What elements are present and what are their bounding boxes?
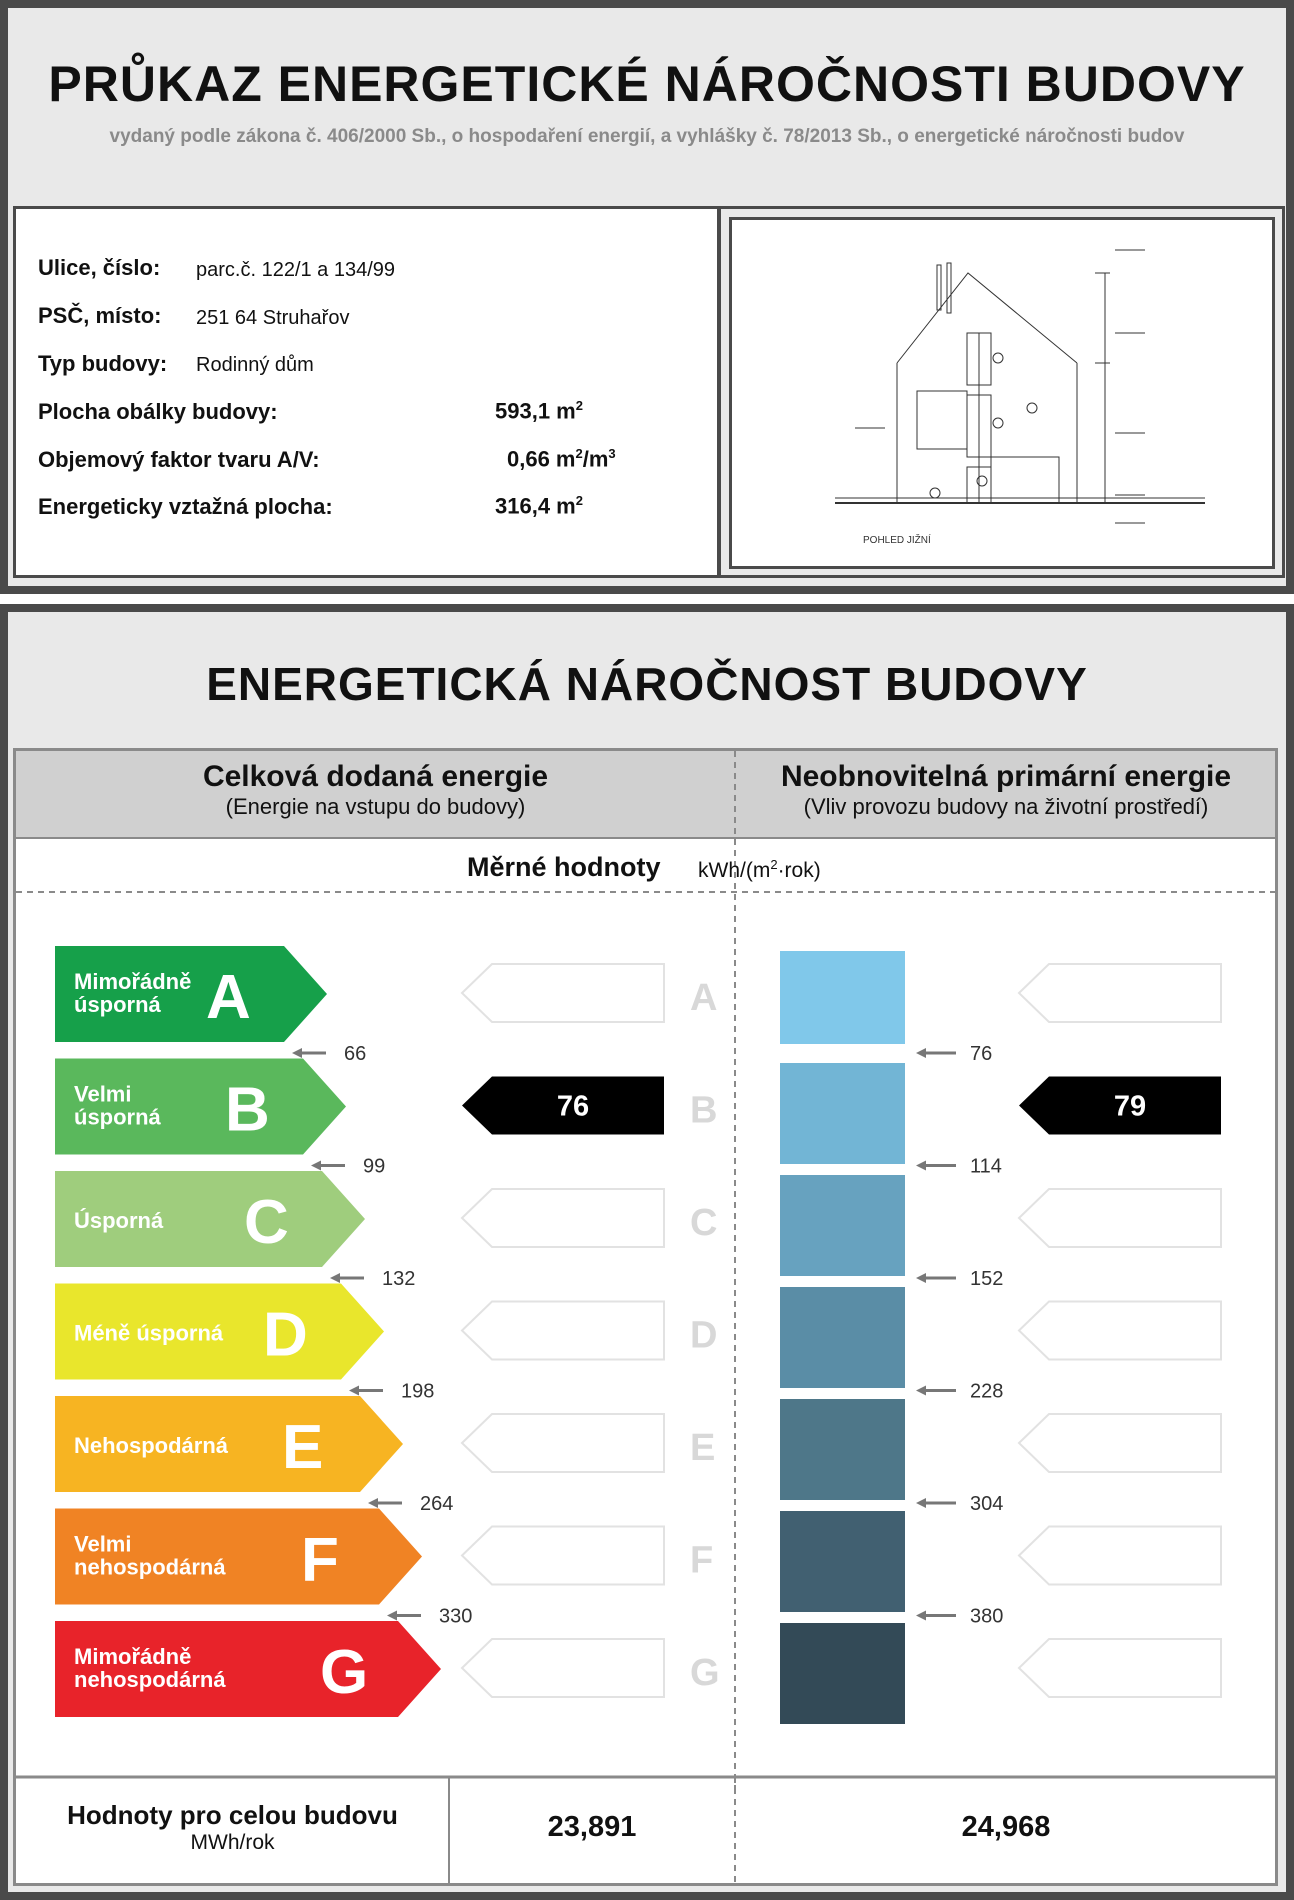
- ghost-letter-d: D: [690, 1314, 718, 1357]
- limit-value-e: 264: [420, 1493, 454, 1515]
- limit-value-f: 330: [439, 1605, 473, 1628]
- class-letter-d: D: [263, 1300, 308, 1370]
- primary-limit-arrowhead-c: [916, 1273, 926, 1283]
- ghost-letter-g: G: [690, 1652, 720, 1694]
- class-letter-f: F: [301, 1525, 339, 1595]
- limit-arrowhead-d: [349, 1386, 359, 1396]
- primary-limit-arrowhead-b: [916, 1161, 926, 1171]
- total-delivered-energy: 23,891: [547, 1811, 637, 1843]
- class-label-g: Mimořádně: [74, 1644, 192, 1669]
- ghost-letter-b: B: [690, 1089, 718, 1132]
- delivered-slot-f: [462, 1527, 664, 1585]
- primary-limit-arrowhead-e: [916, 1498, 926, 1508]
- class-label-e: Nehospodárná: [74, 1433, 229, 1458]
- primary-limit-arrowhead-d: [916, 1386, 926, 1396]
- shape-factor-label: Objemový faktor tvaru A/V:: [38, 447, 320, 472]
- class-letter-b: B: [225, 1075, 270, 1145]
- certificate-title: PRŮKAZ ENERGETICKÉ NÁROČNOSTI BUDOVY: [48, 56, 1246, 112]
- primary-slot-a: [1019, 964, 1221, 1022]
- shape-factor-value: 0,66 $m^2/m^3$: [507, 446, 616, 472]
- primary-scale-bar-c: [780, 1175, 905, 1276]
- limit-value-a: 66: [344, 1043, 367, 1065]
- delivered-slot-d: [462, 1302, 664, 1360]
- energy-performance-title: ENERGETICKÁ NÁROČNOST BUDOVY: [206, 658, 1088, 710]
- delivered-slot-e: [462, 1414, 664, 1472]
- class-letter-e: E: [282, 1413, 324, 1482]
- totals-title: Hodnoty pro celou budovu: [67, 1800, 398, 1830]
- envelope-area-value: 593,1 $m^2$: [495, 398, 583, 424]
- specific-values-label: Měrné hodnoty: [467, 852, 661, 882]
- limit-value-c: 132: [382, 1268, 416, 1290]
- primary-limit-value-f: 380: [970, 1605, 1004, 1628]
- class-sublabel-a: úsporná: [74, 992, 161, 1017]
- ghost-letter-c: C: [690, 1202, 718, 1244]
- limit-arrowhead-f: [387, 1611, 397, 1621]
- class-label-b: Velmi: [74, 1081, 132, 1107]
- primary-limit-value-a: 76: [970, 1043, 993, 1065]
- building-type-value: Rodinný dům: [196, 354, 314, 376]
- primary-limit-value-b: 114: [970, 1155, 1002, 1178]
- psc-label: PSČ, místo:: [38, 303, 162, 328]
- delivered-energy-subtitle: (Energie na vstupu do budovy): [225, 794, 526, 819]
- limit-arrowhead-b: [311, 1161, 321, 1171]
- primary-scale-bar-f: [780, 1511, 905, 1612]
- primary-scale-bar-d: [780, 1287, 905, 1388]
- psc-value: 251 64 Struhařov: [196, 307, 350, 329]
- primary-limit-arrowhead-a: [916, 1048, 926, 1058]
- specific-values-unit: kWh/$(m^2\cdot rok)$: [698, 857, 821, 882]
- street-label: Ulice, číslo:: [38, 255, 161, 280]
- primary-limit-value-d: 228: [970, 1380, 1004, 1403]
- primary-energy-title: Neobnovitelná primární energie: [780, 760, 1232, 793]
- primary-slot-g: [1019, 1639, 1221, 1697]
- primary-slot-f: [1019, 1527, 1221, 1585]
- drawing-caption: POHLED JIŽNÍ: [863, 535, 931, 546]
- delivered-slot-g: [462, 1639, 664, 1697]
- ghost-letter-e: E: [690, 1427, 716, 1469]
- reference-area-value: 316,4 $m^2$: [495, 493, 583, 519]
- limit-arrowhead-a: [292, 1048, 302, 1058]
- total-primary-energy: 24,968: [961, 1811, 1051, 1843]
- class-label-a: Mimořádně: [74, 969, 192, 994]
- primary-energy-subtitle: (Vliv provozu budovy na životní prostředí): [803, 794, 1209, 819]
- delivered-slot-c: [462, 1189, 664, 1247]
- delivered-result-value: 76: [556, 1090, 590, 1123]
- street-value: parc.č. 122/1 a 134/99: [196, 259, 396, 281]
- primary-scale-bar-g: [780, 1623, 905, 1724]
- primary-result-value: 79: [1113, 1090, 1147, 1123]
- class-label-c: Úsporná: [74, 1208, 164, 1233]
- primary-limit-value-e: 304: [970, 1493, 1004, 1515]
- ghost-letter-a: A: [690, 977, 718, 1019]
- class-sublabel-f: nehospodárná: [74, 1554, 226, 1580]
- primary-slot-d: [1019, 1302, 1221, 1360]
- primary-scale-bar-e: [780, 1399, 905, 1500]
- class-letter-c: C: [244, 1188, 289, 1257]
- limit-arrowhead-e: [368, 1498, 378, 1508]
- class-label-f: Velmi: [74, 1531, 132, 1557]
- limit-value-d: 198: [401, 1380, 435, 1403]
- delivered-slot-a: [462, 964, 664, 1022]
- class-sublabel-g: nehospodárná: [74, 1667, 226, 1692]
- reference-area-label: Energeticky vztažná plocha:: [38, 494, 333, 519]
- class-label-d: Méně úsporná: [74, 1320, 224, 1346]
- envelope-area-label: Plocha obálky budovy:: [38, 399, 278, 424]
- class-letter-a: A: [206, 963, 251, 1032]
- primary-limit-value-c: 152: [970, 1268, 1004, 1290]
- primary-slot-c: [1019, 1189, 1221, 1247]
- primary-limit-arrowhead-f: [916, 1611, 926, 1621]
- building-type-label: Typ budovy:: [38, 351, 168, 376]
- class-letter-g: G: [320, 1638, 369, 1707]
- primary-slot-e: [1019, 1414, 1221, 1472]
- primary-scale-bar-a: [780, 951, 905, 1044]
- totals-unit: MWh/rok: [190, 1831, 275, 1854]
- class-sublabel-b: úsporná: [74, 1104, 161, 1130]
- certificate-subtitle: vydaný podle zákona č. 406/2000 Sb., o hospodaření energií, a vyhlášky č. 78/2013 Sb., o energetické náročnosti budov: [109, 126, 1185, 147]
- primary-scale-bar-b: [780, 1063, 905, 1164]
- limit-arrowhead-c: [330, 1273, 340, 1283]
- delivered-energy-title: Celková dodaná energie: [202, 760, 549, 793]
- totals-label: [16, 1800, 449, 1855]
- limit-value-b: 99: [363, 1155, 386, 1178]
- ghost-letter-f: F: [690, 1539, 714, 1582]
